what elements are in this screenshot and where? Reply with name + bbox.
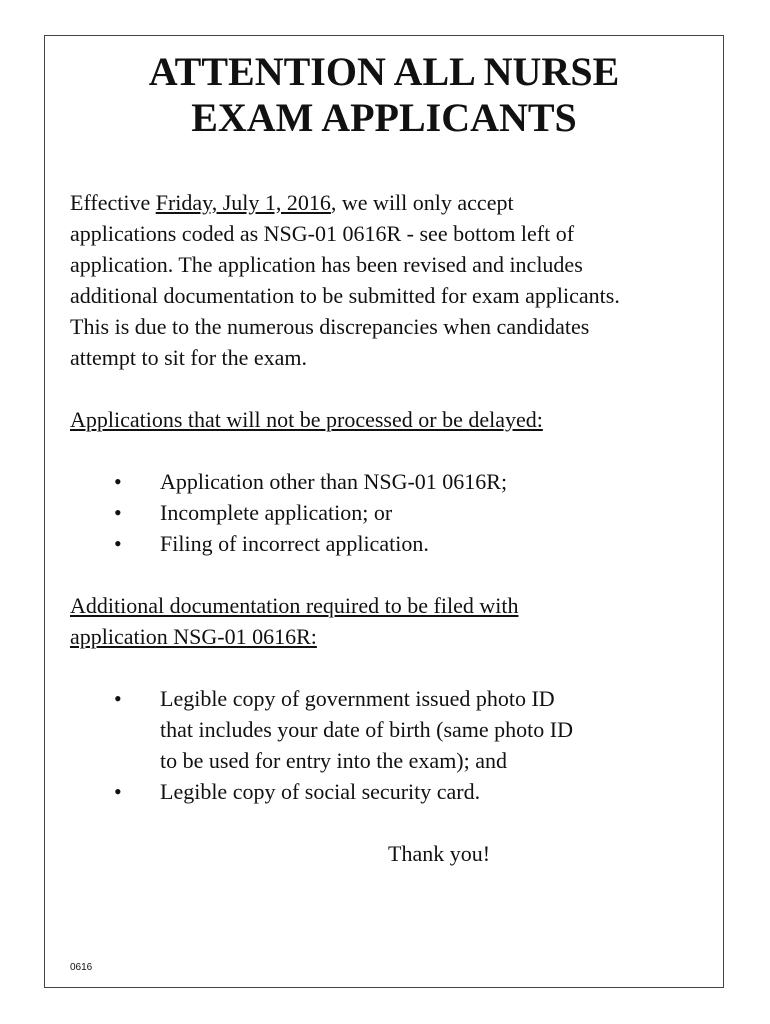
title-line-1: ATTENTION ALL NURSE [148,49,620,94]
list-item: • Legible copy of social security card. [70,776,710,807]
bullet-icon: • [114,686,122,711]
section-2-heading-line-1: Additional documentation required to be filed with [70,593,519,618]
form-code: 0616 [70,962,93,973]
list-item: • Filing of incorrect application. [70,528,710,559]
effective-date: Friday, July 1, 2016 [155,190,331,215]
list-item: • Application other than NSG-01 0616R; [70,466,710,497]
section-1-heading: Applications that will not be processed or be delayed: [70,407,543,432]
bullet-icon: • [114,469,122,494]
list-item: • Incomplete application; or [70,497,710,528]
title-line-2: EXAM APPLICANTS [191,95,577,140]
intro-line-4: additional documentation to be submitted for exam applicants. [70,283,620,308]
section-2-list [70,683,710,807]
intro-line-2: applications coded as NSG-01 0616R - see bottom left of [70,221,575,246]
section-2-heading [70,590,710,652]
intro-paragraph [70,187,710,373]
intro-line-1: Effective Friday, July 1, 2016, we will only accept [70,190,514,215]
intro-line-3: application. The application has been revised and includes [70,252,583,277]
bullet-icon: • [114,500,122,525]
bullet-icon: • [114,531,122,556]
section-1-list [70,466,710,559]
section-2-heading-line-2: application NSG-01 0616R: [70,624,317,649]
intro-line-6: attempt to sit for the exam. [70,345,308,370]
notice-body [70,187,710,807]
closing-text: Thank you! [388,841,491,866]
intro-line-5: This is due to the numerous discrepancies when candidates [70,314,590,339]
bullet-icon: • [114,779,122,804]
list-item: • Legible copy of government issued photo ID that includes your date of birth (same photo ID to be used for entry into the exam); and [70,683,710,776]
notice-title [44,49,724,141]
